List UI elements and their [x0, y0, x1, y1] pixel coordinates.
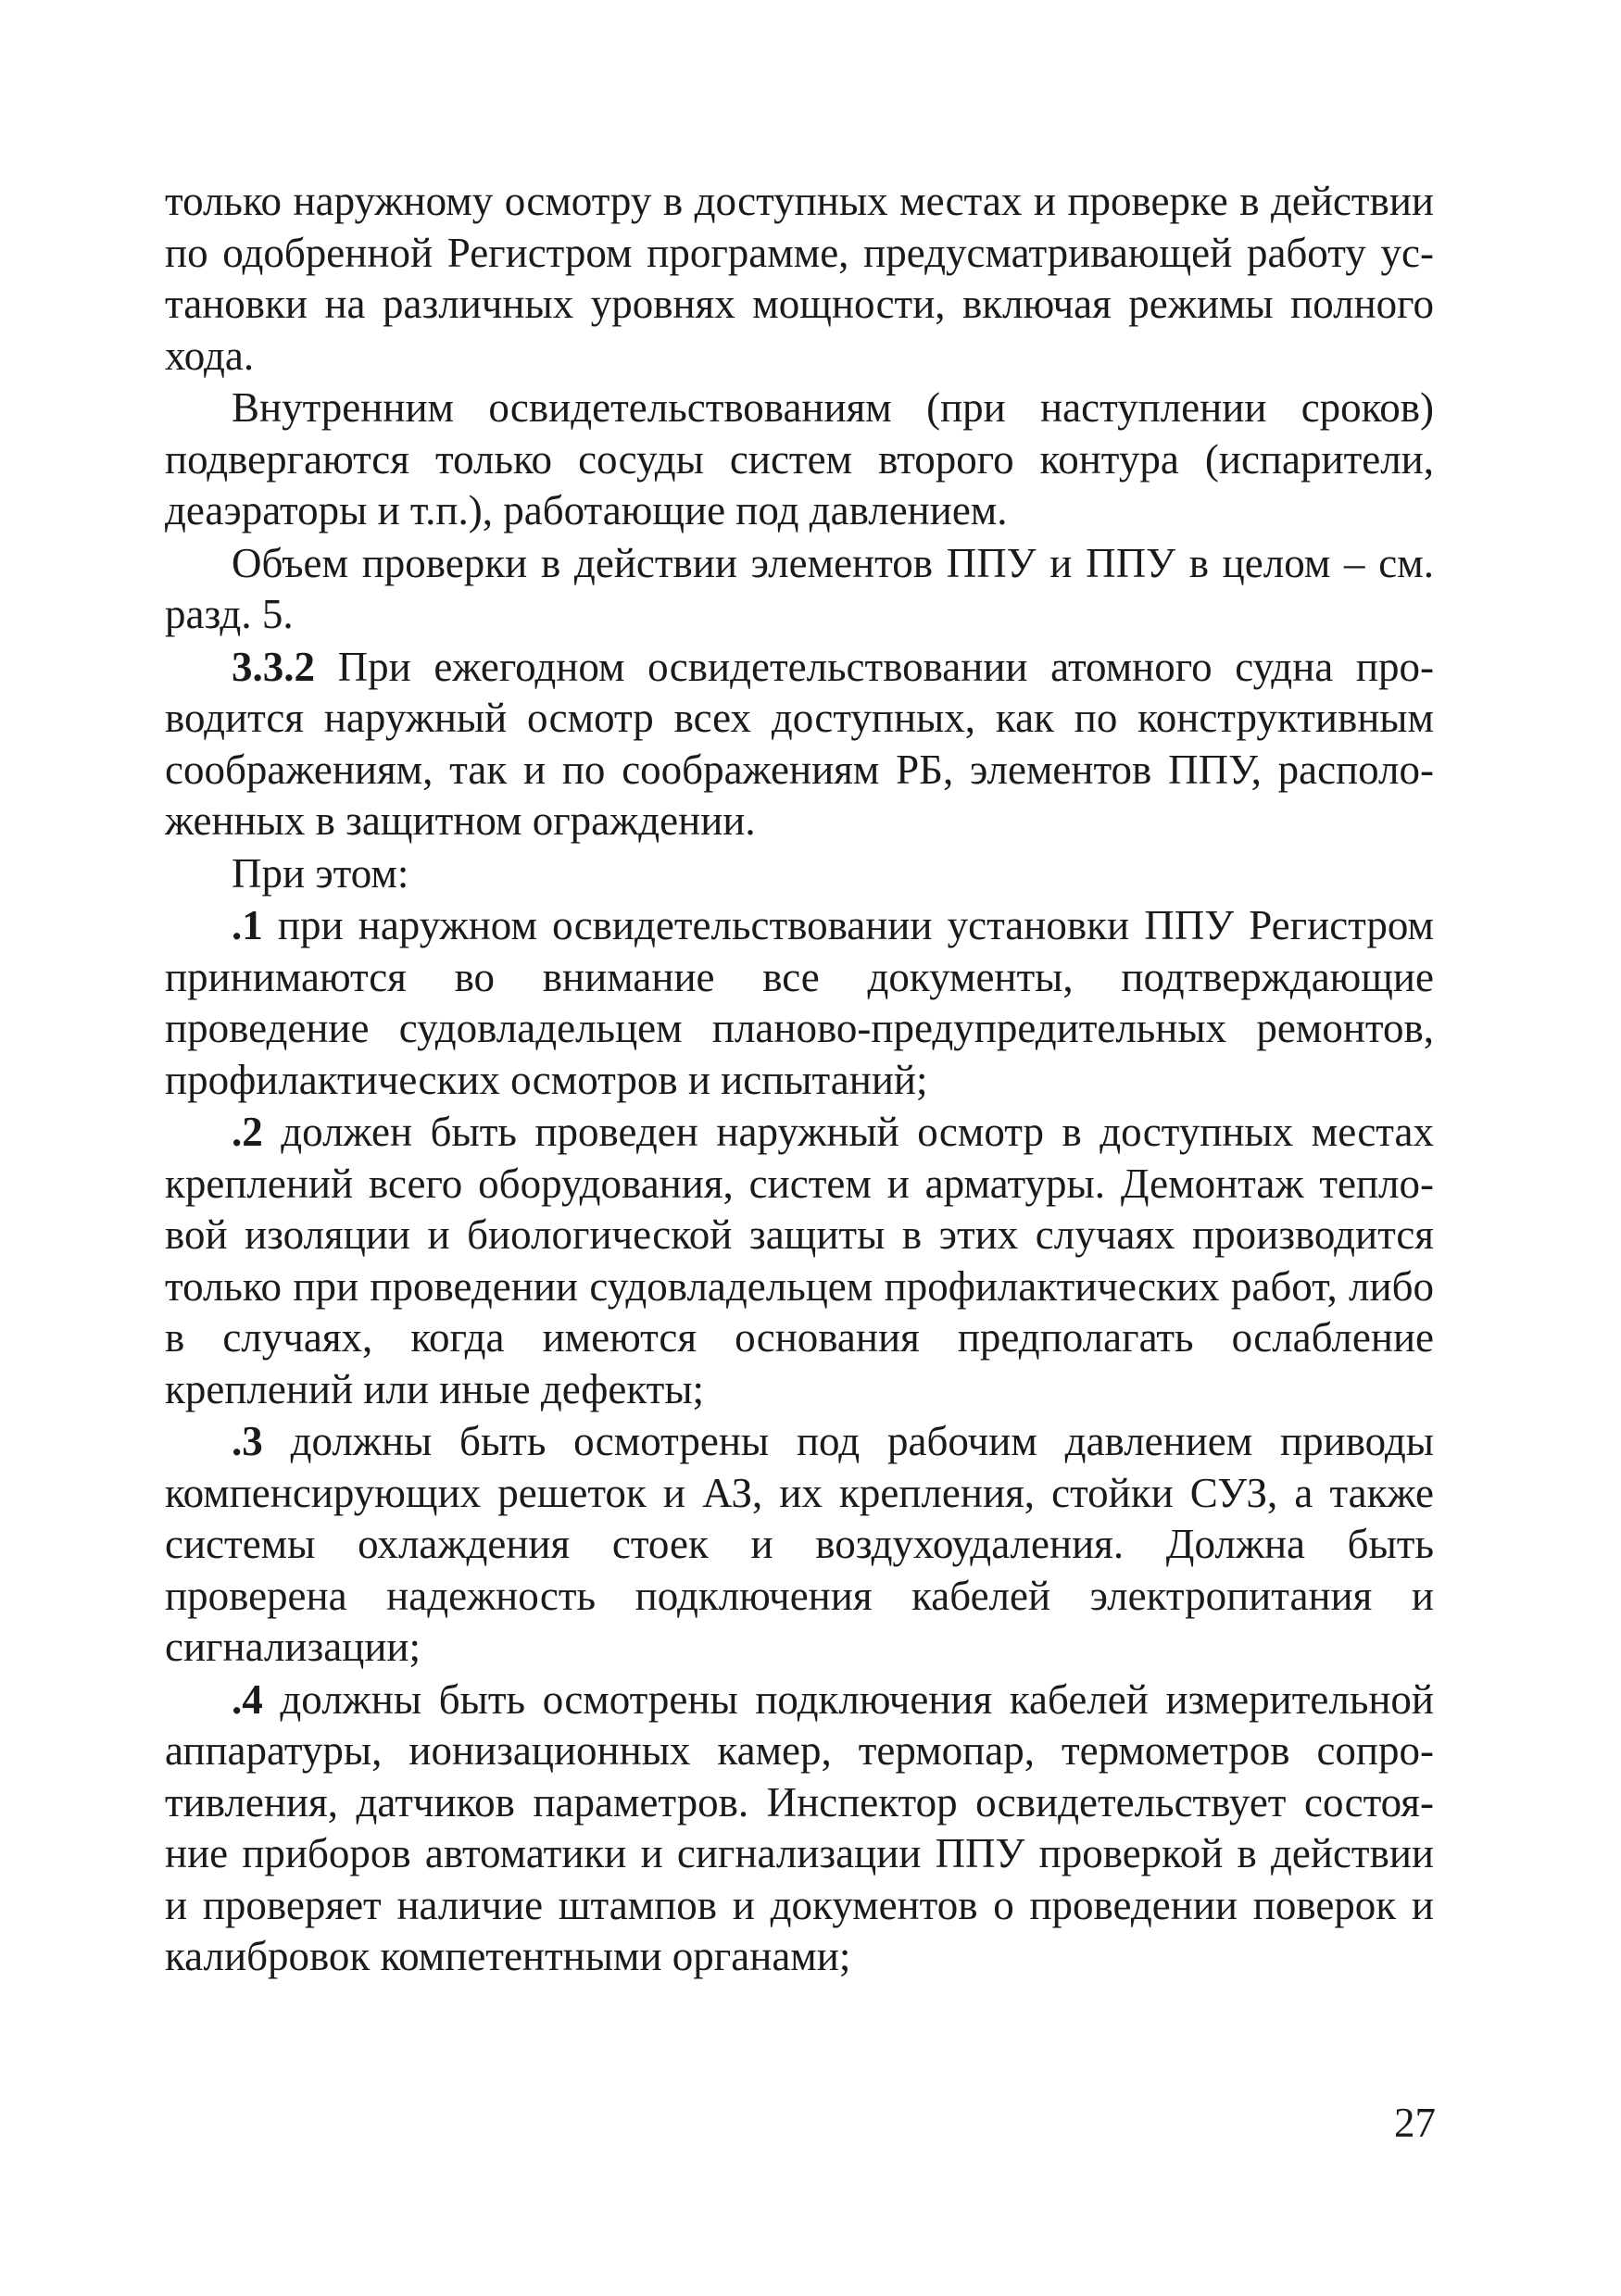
list-item-number: .4	[232, 1675, 263, 1723]
list-item-1	[165, 900, 1434, 1106]
list-item-text: должны быть осмотрены подключения кабелей измерительной аппаратуры, ионизационных камер, термопар, термометров сопротивления, датчиков параметров. Инспектор освидетельствует состояние приборов автоматики и сигнализации ППУ проверкой в действии и проверяет наличие штампов и документов о проведении поверок и калибровок компетентными органами;	[165, 1675, 1434, 1979]
list-item-number: .3	[232, 1418, 263, 1464]
paragraph	[165, 383, 1434, 537]
list-item-4	[165, 1675, 1434, 1983]
paragraph-text: При ежегодном освидетельствовании атомного судна проводится наружный осмотр всех доступных, как по конструктивным соображениям, так и по соображениям РБ, элементов ППУ, расположенных в защитном ограждении.	[165, 643, 1434, 844]
paragraph	[165, 538, 1434, 641]
list-item-number: .1	[232, 902, 263, 948]
page-body	[165, 176, 1434, 1983]
list-item-3	[165, 1416, 1434, 1674]
paragraph-text: При этом:	[232, 849, 409, 897]
paragraph-text: Внутренним освидетельствованиям (при наступлении сроков) подвергаются только сосуды систем второго контура (испарители, деаэраторы и т.п.), работающие под давлением.	[165, 384, 1434, 533]
list-item-text: при наружном освидетельствовании установки ППУ Регистром принимаются во внимание все документы, подтверждающие проведение судовладельцем планово-предупредительных ремонтов, профилактических осмотров и испытаний;	[165, 902, 1434, 1103]
page-number: 27	[1394, 2100, 1436, 2146]
section-paragraph-3-3-2	[165, 642, 1434, 847]
paragraph-text: только наружному осмотру в доступных местах и проверке в действии по одобренной Регистром программе, предусматривающей работу установки на различных уровнях мощности, включая режимы полного хода.	[165, 178, 1434, 379]
paragraph-text: Объем проверки в действии элементов ППУ и ППУ в целом – см. разд. 5.	[165, 539, 1434, 637]
paragraph	[165, 176, 1434, 382]
section-number: 3.3.2	[232, 643, 315, 690]
list-item-text: должен быть проведен наружный осмотр в доступных местах креплений всего оборудования, систем и арматуры. Демонтаж тепловой изоляции и биологической защиты в этих случаях производится только при проведении судовладельцем профилактических работ, либо в случаях, когда имеются основания предполагать ослабление креплений или иные дефекты;	[165, 1109, 1434, 1412]
list-item-2	[165, 1107, 1434, 1415]
list-item-text: должны быть осмотрены под рабочим давлением приводы компенсирующих решеток и АЗ, их крепления, стойки СУЗ, а также системы охлаждения стоек и воздухоудаления. Должна быть проверена надежность подключения кабелей электропитания и сигнализации;	[165, 1418, 1434, 1670]
list-item-number: .2	[232, 1109, 263, 1155]
paragraph	[165, 848, 1434, 900]
